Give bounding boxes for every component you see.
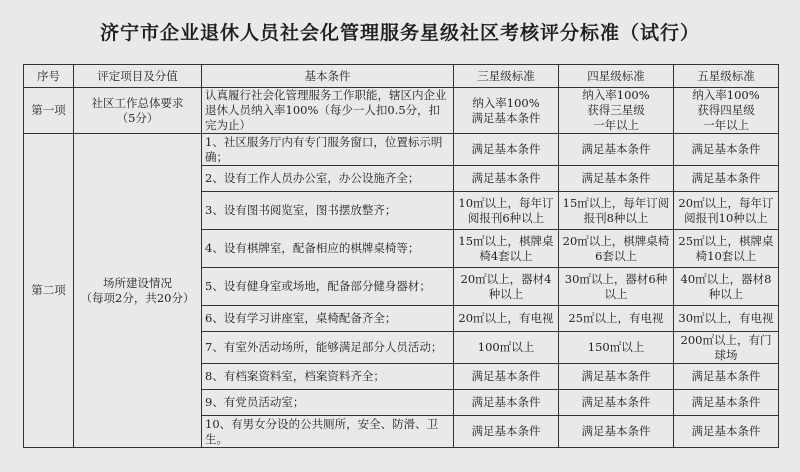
item-number: 第二项 xyxy=(24,134,74,448)
four-star-standard: 满足基本条件 xyxy=(559,166,674,192)
three-star-standard: 满足基本条件 xyxy=(454,416,559,448)
four-star-standard: 满足基本条件 xyxy=(559,134,674,166)
four-star-standard: 25㎡以上，有电视 xyxy=(559,306,674,332)
five-star-standard: 满足基本条件 xyxy=(674,166,779,192)
three-star-standard: 20㎡以上，有电视 xyxy=(454,306,559,332)
basic-condition: 8、有档案资料室，档案资料齐全； xyxy=(202,364,454,390)
header-five-star: 五星级标准 xyxy=(674,65,779,88)
four-star-standard: 150㎡以上 xyxy=(559,332,674,364)
five-star-standard: 满足基本条件 xyxy=(674,390,779,416)
four-star-standard: 纳入率100% 获得三星级 一年以上 xyxy=(559,88,674,134)
three-star-standard: 满足基本条件 xyxy=(454,134,559,166)
basic-condition: 4、设有棋牌室，配备相应的棋牌桌椅等； xyxy=(202,230,454,268)
basic-condition: 6、设有学习讲座室，桌椅配备齐全； xyxy=(202,306,454,332)
header-four-star: 四星级标准 xyxy=(559,65,674,88)
table-row xyxy=(24,88,779,134)
three-star-standard: 满足基本条件 xyxy=(454,364,559,390)
five-star-standard: 25㎡以上，棋牌桌椅10套以上 xyxy=(674,230,779,268)
five-star-standard: 纳入率100% 获得四星级 一年以上 xyxy=(674,88,779,134)
basic-condition: 9、有党员活动室； xyxy=(202,390,454,416)
document-title: 济宁市企业退休人员社会化管理服务星级社区考核评分标准（试行） xyxy=(99,22,700,44)
header-three-star: 三星级标准 xyxy=(454,65,559,88)
basic-condition: 2、设有工作人员办公室，办公设施齐全； xyxy=(202,166,454,192)
four-star-standard: 满足基本条件 xyxy=(559,390,674,416)
five-star-standard: 满足基本条件 xyxy=(674,416,779,448)
basic-condition: 5、设有健身室或场地，配备部分健身器材； xyxy=(202,268,454,306)
five-star-standard: 30㎡以上，有电视 xyxy=(674,306,779,332)
three-star-standard: 100㎡以上 xyxy=(454,332,559,364)
item-number: 第一项 xyxy=(24,88,74,134)
four-star-standard: 30㎡以上，器材6种以上 xyxy=(559,268,674,306)
header-row xyxy=(24,65,779,88)
three-star-standard: 20㎡以上，器材4种以上 xyxy=(454,268,559,306)
scoring-table xyxy=(23,64,779,448)
header-condition: 基本条件 xyxy=(202,65,454,88)
four-star-standard: 20㎡以上，棋牌桌椅6套以上 xyxy=(559,230,674,268)
five-star-standard: 200㎡以上，有门球场 xyxy=(674,332,779,364)
item-category: 社区工作总体要求 （5分） xyxy=(74,88,202,134)
three-star-standard: 15㎡以上，棋牌桌椅4套以上 xyxy=(454,230,559,268)
basic-condition: 1、社区服务厅内有专门服务窗口，位置标示明确； xyxy=(202,134,454,166)
basic-condition: 7、有室外活动场所，能够满足部分人员活动； xyxy=(202,332,454,364)
basic-condition: 10、有男女分设的公共厕所，安全、防滑、卫生。 xyxy=(202,416,454,448)
three-star-standard: 满足基本条件 xyxy=(454,166,559,192)
five-star-standard: 40㎡以上，器材8种以上 xyxy=(674,268,779,306)
header-no: 序号 xyxy=(24,65,74,88)
five-star-standard: 20㎡以上，每年订阅报刊10种以上 xyxy=(674,192,779,230)
header-category: 评定项目及分值 xyxy=(74,65,202,88)
four-star-standard: 满足基本条件 xyxy=(559,364,674,390)
three-star-standard: 10㎡以上，每年订阅报刊6种以上 xyxy=(454,192,559,230)
three-star-standard: 满足基本条件 xyxy=(454,390,559,416)
four-star-standard: 15㎡以上，每年订阅报刊8种以上 xyxy=(559,192,674,230)
basic-condition: 认真履行社会化管理服务工作职能，辖区内企业退休人员纳入率100%（每少一人扣0.5分，扣完为止） xyxy=(202,88,454,134)
three-star-standard: 纳入率100% 满足基本条件 xyxy=(454,88,559,134)
table-row xyxy=(24,134,779,166)
five-star-standard: 满足基本条件 xyxy=(674,134,779,166)
five-star-standard: 满足基本条件 xyxy=(674,364,779,390)
basic-condition: 3、设有图书阅览室，图书摆放整齐； xyxy=(202,192,454,230)
four-star-standard: 满足基本条件 xyxy=(559,416,674,448)
item-category: 场所建设情况 （每项2分，共20分） xyxy=(74,134,202,448)
